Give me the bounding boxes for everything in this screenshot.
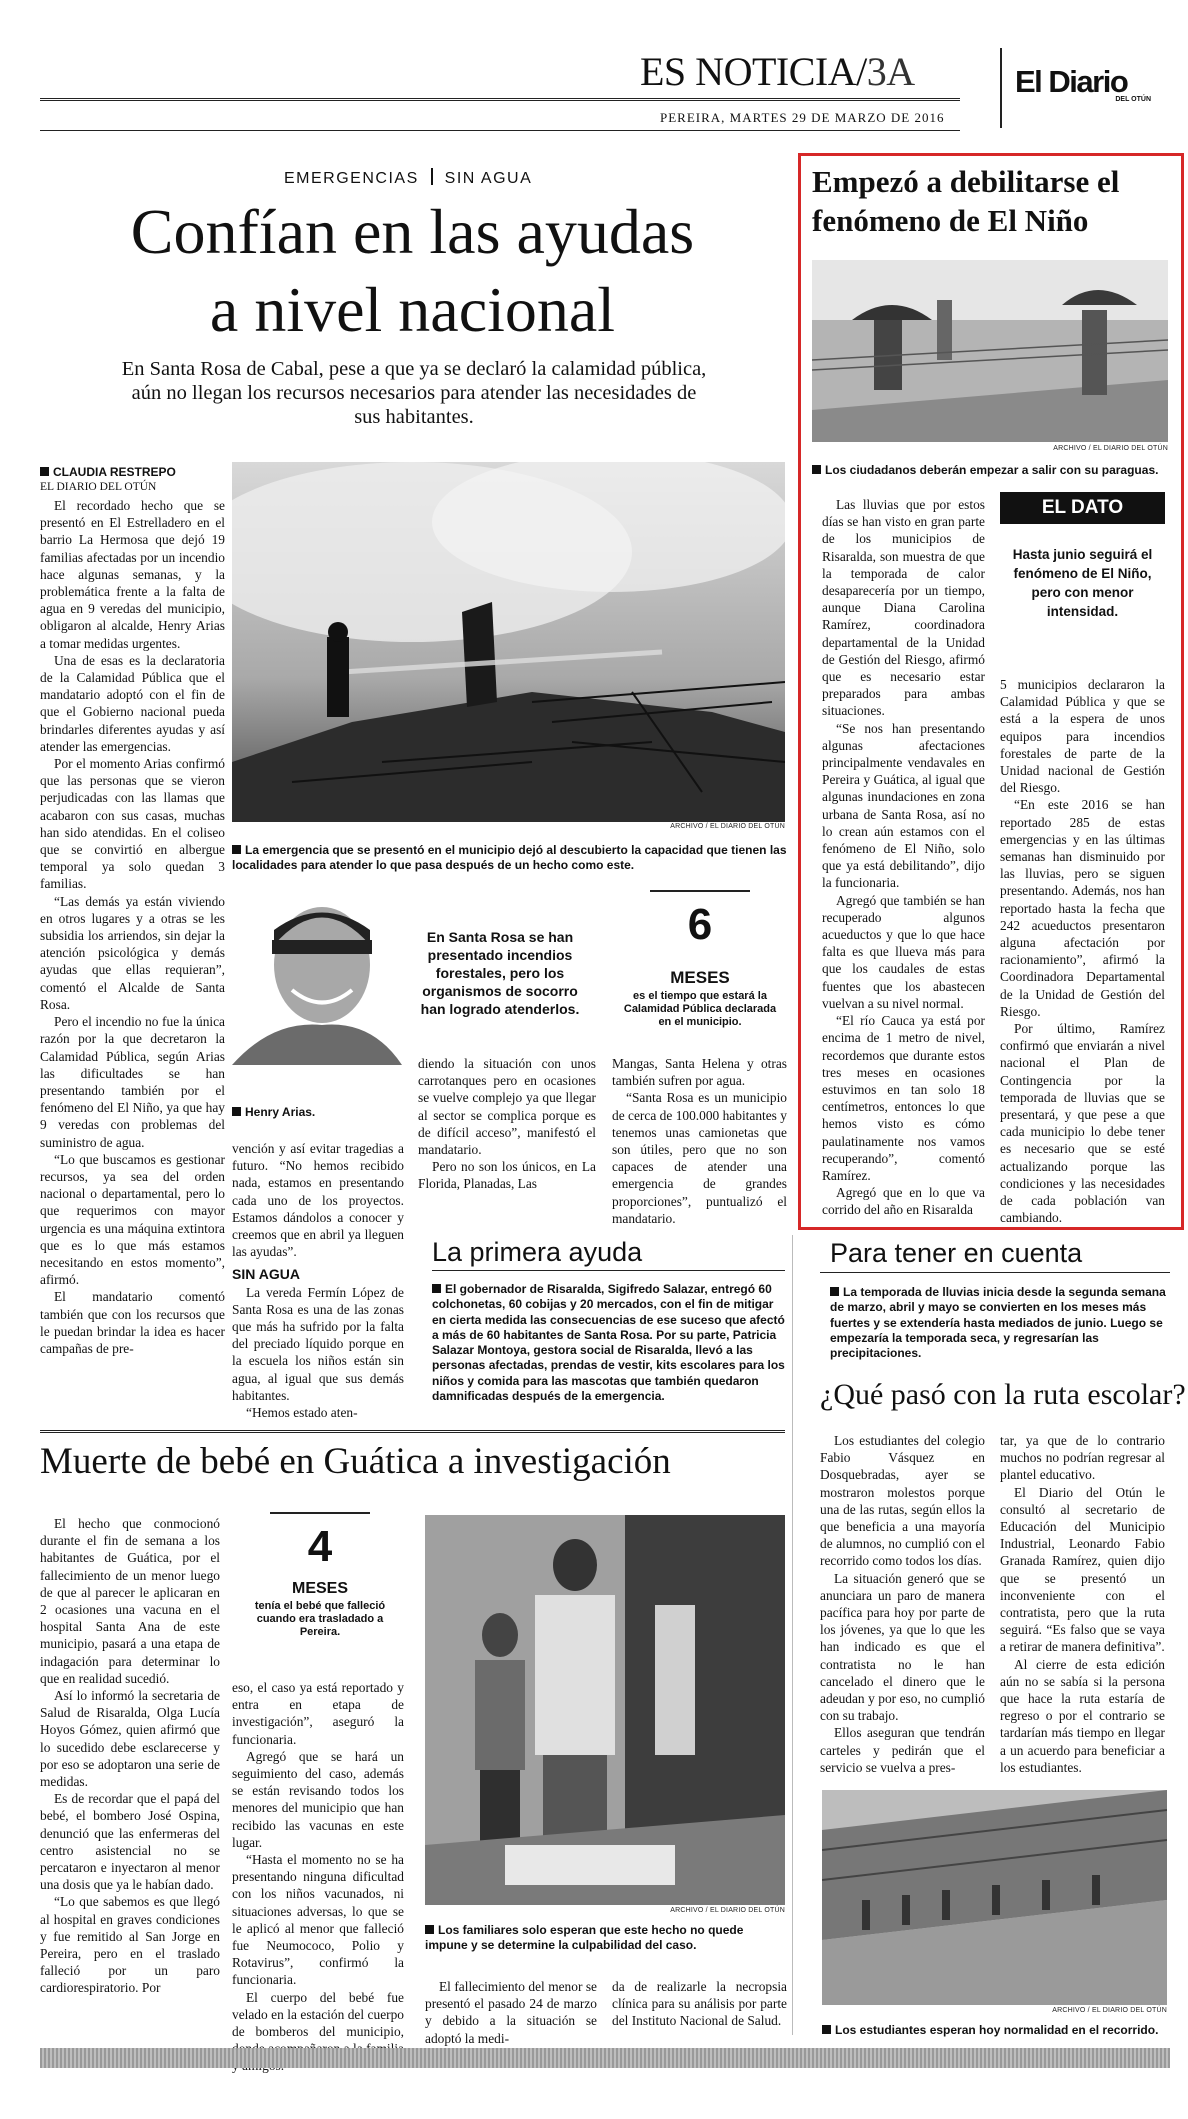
portrait-caption: Henry Arias. — [232, 1105, 402, 1120]
nino-column-2: 5 municipios declararon la Calamidad Pública y que se está a la espera de unos equipos para incendios forestales de parte de la Unidad nacional de Gestión del Riesgo. “En este 2016 se han reportado 285 de estas emergencias y en las últimas semanas han disminuido por las lluvias, pero se siguen presentando. Además, nos han reportado hasta la fecha que 242 acueductos presentaron alguna afectación por racionamiento”, afirmó la Coordinadora Departamental de la Unidad de Gestión del Riesgo. Por último, Ramírez confirmó que enviarán a nivel nacional el Plan de Contingencia por la temporada de lluvias que se presentará, y que pese a que cada municipio lo debe tener es necesario que se esté actualizando porque las condiciones y las necesidades de cada población van cambiando. — [1000, 677, 1165, 1226]
guatica-photo-caption: Los familiares solo esperan que este hecho no quede impune y se determine la culpabilidad del caso. — [425, 1923, 744, 1952]
umbrella-photo-illustration — [812, 260, 1168, 442]
nino-headline: Empezó a debilitarse el fenómeno de El Niño — [812, 164, 1120, 238]
el-dato-label: EL DATO — [1000, 492, 1165, 524]
guatica-photo-credit: ARCHIVO / EL DIARIO DEL OTÚN — [670, 1907, 785, 1914]
guatica-top-rule — [40, 1430, 785, 1433]
fire-photo-illustration — [232, 462, 785, 822]
stat-label: MESES — [670, 968, 730, 987]
tener-cuenta-text: La temporada de lluvias inicia desde la segunda semana de marzo, abril y mayo se convierten en los meses más fuertes y se extendería hasta mediados de junio. Luego se empezaría la temporada seca, y regresarían las precipitaciones. — [830, 1285, 1166, 1361]
footer-bar — [40, 2048, 1170, 2068]
guatica-stat-label: MESES — [291, 1580, 348, 1597]
stat-rule-top — [650, 890, 750, 892]
family-photo-illustration — [425, 1515, 785, 1905]
lead-deck: En Santa Rosa de Cabal, pese a que ya se declaró la calamidad pública, aún no llegan los recursos necesarios para atender las necesidades de sus habitantes. — [121, 358, 707, 428]
ruta-photo-caption: Los estudiantes esperan hoy normalidad en el recorrido. — [822, 2023, 1172, 2038]
ruta-photo — [822, 1790, 1167, 2005]
masthead-rule — [40, 98, 960, 101]
lead-column-2: vención y así evitar tragedias a futuro. “No hemos recibido nada, estamos en presentando cada uno de los proyectos. Estamos dándolos a conocer y creemos que en abril ya lleguen las ayudas”. SIN AGUA La vereda Fermín López de Santa Rosa es una de las zonas que más ha sufrido por la falta del preciado líquido porque en la escuela los niños están sin agua, al igual que sus demás habitantes. “Hemos estado aten- — [232, 1141, 404, 1421]
ruta-photo-credit: ARCHIVO / EL DIARIO DEL OTÚN — [1052, 2007, 1167, 2014]
guatica-column-1: El hecho que conmocionó durante el fin de semana a los habitantes de Guática, por el fallecimiento de un menor luego de que al parecer le aplicaran en 2 ocasiones una vacuna en el hospital Santa Ana de este municipio, pasará a una etapa de indagación para determinar lo que en realidad sucedió. Así lo informó la secretaria de Salud de Risaralda, Olga Lucía Hoyos Gómez, quien afirmó que lo sucedido debe esclarecerse y por eso se adoptaron una serie de medidas. Es de recordar que el papá del bebé, el bombero José Ospina, denunció que las enfermeras del centro asistencial no se percataron e inyectaron al menor una dosis que ya le habían dado. “Lo que sabemos es que llegó al hospital en graves condiciones y fue remitido al San Jorge en Pereira, pero en el traslado falleció por un paro cardiorespiratorio. Por — [40, 1516, 220, 1996]
tener-cuenta-title: Para tener en cuenta — [830, 1238, 1083, 1268]
masthead-divider — [1000, 48, 1002, 128]
tener-cuenta-rule — [820, 1272, 1170, 1273]
guatica-stat-rule — [270, 1512, 370, 1514]
primera-ayuda-title: La primera ayuda — [432, 1237, 643, 1267]
guatica-headline: Muerte de bebé en Guática a investigación — [40, 1441, 671, 1482]
newspaper-logo: El Diario DEL OTÚN — [1015, 64, 1151, 103]
lead-column-3: diendo la situación con unos carrotanques pero en ocasiones se vuelve complejo ya que llegar al sector se complica porque es de difícil acceso”, manifestó el mandatario. Pero no son los únicos, en La Florida, Planadas, Las — [418, 1056, 596, 1192]
caption-bullet — [232, 845, 241, 854]
masthead-rule-bottom — [40, 130, 960, 131]
guatica-column-3: El fallecimiento del menor se presentó el pasado 24 de marzo y debido a la situación se adoptó la medi- — [425, 1979, 597, 2046]
nino-photo-credit: ARCHIVO / EL DIARIO DEL OTÚN — [1053, 445, 1168, 452]
guatica-column-2: eso, el caso ya está reportado y entra en etapa de investigación”, aseguró la funcionaria. Agregó que se hará un seguimiento del caso, además se están revisando todos los menores del municipio que han recibido las vacunas en este lugar. “Hasta el momento no se ha presentando ninguna dificultad con los niños vacunados, ni situaciones adversas, lo que se le aplicó al menor que falleció fue Neumococo, Polio y Rotavirus”, confirmó la funcionaria. El cuerpo del bebé fue velado en la estación del cuerpo de bomberos del municipio, — [232, 1680, 404, 2040]
guatica-photo — [425, 1515, 785, 1905]
guatica-stat-description: tenía el bebé que falleció cuando era trasladado a Pereira. — [254, 1600, 386, 1638]
primera-ayuda-text: El gobernador de Risaralda, Sigifredo Salazar, entregó 60 colchonetas, 60 cobijas y 20 mercados, con el fin de mitigar en cierta medida las consecuencias de ese suceso que afectó a más de 60 habitantes de Santa Rosa. Por su parte, Patricia Salazar Montoya, gestora social de Risaralda, llevó a las personas afectadas, prendas de vestir, kits escolares para los niños y comida para las mascotas que también quedaron damnificadas después de la emergencia. — [432, 1282, 785, 1404]
fire-photo — [232, 462, 785, 822]
lead-column-4: Mangas, Santa Helena y otras también sufren por agua. “Santa Rosa es un municipio de cerca de 100.000 habitantes y tenemos unas camionetas que son útiles, pero que no son capaces de atender una emergencia de grandes proporciones”, puntualizó el mandatario. — [612, 1056, 787, 1226]
ruta-headline: ¿Qué pasó con la ruta escolar? — [820, 1378, 1186, 1411]
lead-kicker: EMERGENCIAS SIN AGUA — [284, 170, 533, 187]
section-label: ES NOTICIA/3A — [640, 49, 915, 94]
lead-column-1: El recordado hecho que se presentó en El Estrelladero en el barrio La Hermosa que dejó 19 familias afectadas por un incendio hace algunas semanas, y la problemática frente a la falta de agua en 9 veredas del municipio, obligaron al alcalde, Henry Arias a tomar medidas urgentes. Una de esas es la declaratoria de la Calamidad Pública que el mandatario adoptó con el fin de que el Gobierno nacional pueda brindarles diferentes ayudas y así atender las emergencias. Por el momento Arias confirmó que las personas que se vieron perjudicadas con las llamas que acabaron con sus casas, muchas han sido atendidas. En el coliseo que se convirtió en albergue temporal ya solo quedan 3 familias. “Las demás ya están viviendo en otros lugares y a otras se les subsidia los arriendos, sin dejar la atención psicológica y demás ayudas que ellas requieran”, comentó el Alcalde de Santa Rosa. Pero el incendio no fue la única razón por la que decretaron la Calamidad Pública, según Arias las dificultades se han presentando también por el fenómeno del El Niño, ya que hay 9 veredas con problemas del suministro de agua. “Lo que buscamos es gestionar recursos, ya sea del orden nacional o departamental, pero lo que requerimos con mayor urgencia es una máquina extintora que es lo que más estamos necesitando en estos momento”, afirmó. El mandatario comentó también que con los recursos que le puedan brindar la idea es hacer campañas de pre- — [40, 498, 225, 1356]
nino-column-1: Las lluvias que por estos días se han visto en gran parte de los municipios de Risaralda, son muestra de que la temporada de calor desaparecería por un tiempo, aunque Diana Carolina Ramírez, coordinadora departamental de la Unidad de Gestión del Riesgo, afirmó que es necesario estar preparados para ambas situaciones. “Se nos han presentando algunas afectaciones principalmente vendavales en Pereira y Guática, al igual que algunas inundaciones en zona urbana de Santa Rosa, así no lo crean aún estamos con el fenómeno de El Niño, solo que ya está debilitando”, dijo la funcionaria. Agregó que también se han recuperado algunos acueductos y que lo que hace falta es que llueva más para que los caudales de estas fuentes que los abastecen vuelvan a su nivel normal. “El río Cauca ya está por encima de 1 metro de nivel, recordemos que durante estos tres meses en ocasiones estuvimos en tan solo 18 centímetros, entonces lo que hemos visto es cómo paulatinamente nos vamos recuperando”, comentó Ramírez. Agregó que en lo que va corrido del año en Risaralda — [822, 497, 985, 1218]
guatica-stat-number: 4 — [307, 1522, 333, 1571]
primera-ayuda-rule — [432, 1270, 785, 1271]
pull-quote: En Santa Rosa se han presentado incendios forestales, pero los organismos de socorro han logrado atenderlos. — [420, 929, 580, 1017]
column-divider-right — [792, 1235, 793, 2035]
school-photo-illustration — [822, 1790, 1167, 2005]
byline: CLAUDIA RESTREPO EL DIARIO DEL OTÚN — [40, 465, 176, 493]
guatica-column-4: da de realizarle la necropsia clínica para su análisis por parte del Instituto Nacional de Salud. — [612, 1979, 787, 2029]
ruta-column-2: tar, ya que de lo contrario muchos no podrían regresar al plantel educativo. El Diario del Otún le consultó al secretario de Educación del Municipio Industrial, Leonardo Fabio Granada Ramírez, quien dijo que se presentó un inconveniente con el contratista, pero que la ruta seguirá. “Es falso que se vaya a retirar de manera definitiva”. Al cierre de esta edición aún no se sabía si la persona que hace la ruta estaría de regreso o por el contrario se tardarían más tiempo en llegar a un acuerdo para beneficiar a los estudiantes. — [1000, 1433, 1165, 1775]
el-dato-text: Hasta junio seguirá el fenómeno de El Niño, pero con menor intensidad. — [1012, 547, 1153, 619]
masthead — [40, 40, 1160, 140]
stat-description: es el tiempo que estará la Calamidad Pública declarada en el municipio. — [623, 990, 777, 1028]
fire-photo-credit: ARCHIVO / EL DIARIO DEL OTÚN — [670, 823, 785, 830]
fire-photo-caption: La emergencia que se presentó en el municipio dejó al descubierto la capacidad que tienen las localidades para atender lo que pasa después de un hecho como este. — [232, 843, 787, 872]
lead-headline: Confían en las ayudas a nivel nacional — [130, 196, 695, 345]
stat-number: 6 — [687, 900, 713, 949]
portrait-photo — [232, 890, 402, 1065]
ruta-column-1: Los estudiantes del colegio Fabio Vásquez en Dosquebradas, ayer se mostraron molestos porque una de las rutas, según ellos la que beneficia a una mayoría de alumnos, no cumplió con el recorrido como todos los días. La situación generó que se anunciara un paro de manera pacífica para hoy por parte de los jóvenes, ya que lo que les han indicado es que el contratista no le han cancelado el dinero que le adeudan y por eso, no cumplió con su trabajo. Ellos aseguran que tendrán carteles y pedirán que el servicio se vuelva a pres- — [820, 1433, 985, 1775]
nino-photo — [812, 260, 1168, 442]
dateline: PEREIRA, MARTES 29 DE MARZO DE 2016 — [660, 110, 945, 125]
nino-photo-caption: Los ciudadanos deberán empezar a salir con su paraguas. — [812, 463, 1172, 478]
portrait-illustration — [232, 890, 402, 1065]
